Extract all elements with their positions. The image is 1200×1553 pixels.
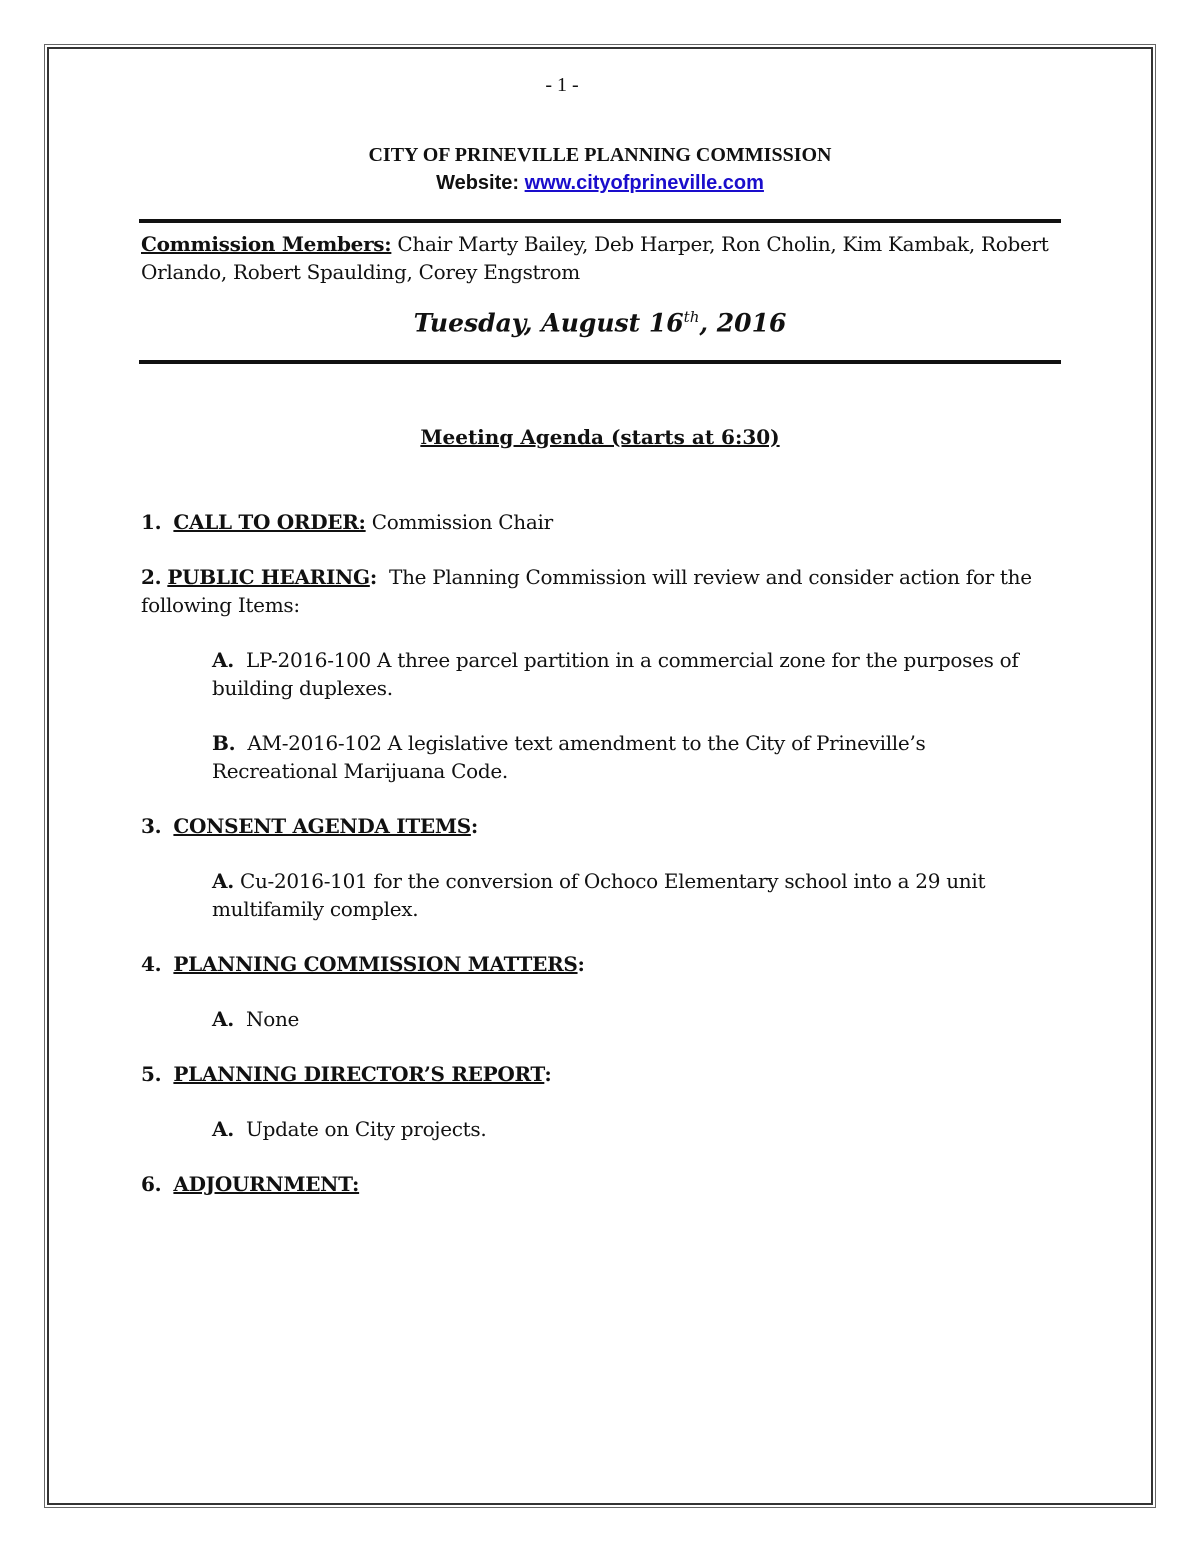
item-number: 4. (141, 952, 162, 976)
subitem-text: Cu-2016-101 for the conversion of Ochoco Elementary school into a 29 unit multifamily complex. (212, 869, 986, 921)
item-colon: : (577, 952, 585, 976)
subitem-letter: A. (212, 1117, 234, 1141)
agenda-item-adjournment (141, 1170, 1041, 1198)
bottom-rule (139, 360, 1061, 364)
members-label: Commission Members: (141, 232, 392, 256)
org-title: CITY OF PRINEVILLE PLANNING COMMISSION (368, 144, 832, 166)
meeting-date-year: , 2016 (699, 308, 787, 338)
item-number: 3. (141, 814, 162, 838)
commission-members (141, 230, 1066, 286)
subitem-text: LP-2016-100 A three parcel partition in a commercial zone for the purposes of building duplexes. (212, 648, 1019, 700)
item-number: 5. (141, 1062, 162, 1086)
website-line (0, 172, 1200, 195)
agenda-item-public-hearing (141, 563, 1041, 619)
item-heading: ADJOURNMENT: (173, 1172, 360, 1196)
agenda-item-commission-matters (141, 950, 1041, 978)
website-link[interactable]: www.cityofprineville.com (524, 172, 764, 194)
subitem-none (212, 1005, 1042, 1033)
agenda-item-directors-report (141, 1060, 1041, 1088)
item-colon: : (369, 565, 377, 589)
subitem-letter: A. (212, 1007, 234, 1031)
item-heading: CONSENT AGENDA ITEMS (173, 814, 471, 838)
subitem-cu-2016-101 (212, 867, 1042, 923)
members-names: Chair Marty Bailey, Deb Harper, Ron Cholin, Kim Kambak, Robert Orlando, Robert Spaulding, Corey Engstrom (141, 232, 1049, 284)
item-text: Commission Chair (371, 510, 553, 534)
item-text: The Planning Commission will review and consider action for the following Items: (141, 565, 1032, 617)
item-heading: CALL TO ORDER: (173, 510, 366, 534)
subitem-letter: A. (212, 648, 234, 672)
subitem-am-2016-102 (212, 729, 1042, 785)
meeting-date-suffix: th (683, 308, 700, 326)
item-number: 2. (141, 565, 162, 589)
item-colon: : (470, 814, 478, 838)
subitem-text: Update on City projects. (246, 1117, 487, 1141)
agenda-heading: Meeting Agenda (starts at 6:30) (420, 425, 780, 449)
item-heading: PLANNING DIRECTOR’S REPORT (173, 1062, 545, 1086)
item-colon: : (544, 1062, 552, 1086)
subitem-text: AM-2016-102 A legislative text amendment to the City of Prineville’s Recreational Marijuana Code. (212, 731, 926, 783)
agenda-item-consent-agenda (141, 812, 1041, 840)
meeting-date (0, 308, 1200, 337)
subitem-text: None (246, 1007, 300, 1031)
subitem-lp-2016-100 (212, 646, 1042, 702)
item-heading: PUBLIC HEARING (167, 565, 370, 589)
item-heading: PLANNING COMMISSION MATTERS (173, 952, 578, 976)
website-label: Website: (436, 172, 520, 194)
agenda-item-call-to-order (141, 508, 1041, 536)
meeting-date-main: Tuesday, August 16 (413, 308, 684, 338)
item-number: 6. (141, 1172, 162, 1196)
subitem-letter: A. (212, 869, 234, 893)
subitem-city-projects (212, 1115, 1042, 1143)
subitem-letter: B. (212, 731, 236, 755)
item-number: 1. (141, 510, 162, 534)
page-number: - 1 - (545, 74, 579, 96)
top-rule (139, 219, 1061, 223)
